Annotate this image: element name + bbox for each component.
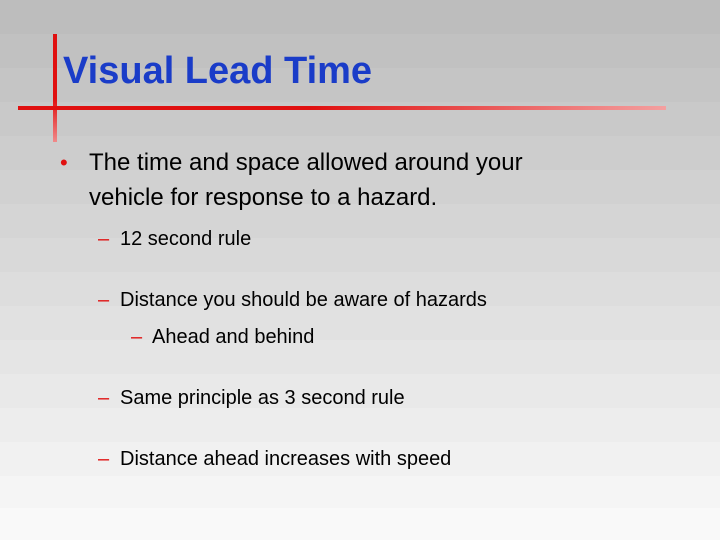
background-band: [0, 508, 720, 540]
title-accent-vertical-line: [53, 34, 57, 142]
background-band: [0, 476, 720, 508]
bullet-text-line-2: vehicle for response to a hazard.: [89, 184, 438, 211]
dash-icon: –: [131, 326, 143, 348]
background-band: [0, 340, 720, 374]
sub-item: Distance ahead increases with speed: [120, 448, 452, 470]
dash-icon: –: [98, 228, 110, 250]
sub-item: Same principle as 3 second rule: [120, 387, 405, 409]
sub-item: 12 second rule: [120, 228, 252, 250]
bullet-text-line-1: The time and space allowed around your: [89, 149, 523, 176]
dash-icon: –: [98, 387, 110, 409]
title-accent-horizontal-line: [18, 106, 666, 110]
background-band: [0, 0, 720, 34]
background-band: [0, 408, 720, 442]
sub-sub-item: Ahead and behind: [152, 326, 315, 348]
dash-icon: –: [98, 289, 110, 311]
slide-title: Visual Lead Time: [63, 50, 373, 92]
sub-item: Distance you should be aware of hazards: [120, 289, 487, 311]
dash-icon: –: [98, 448, 110, 470]
bullet-icon: •: [60, 150, 68, 175]
